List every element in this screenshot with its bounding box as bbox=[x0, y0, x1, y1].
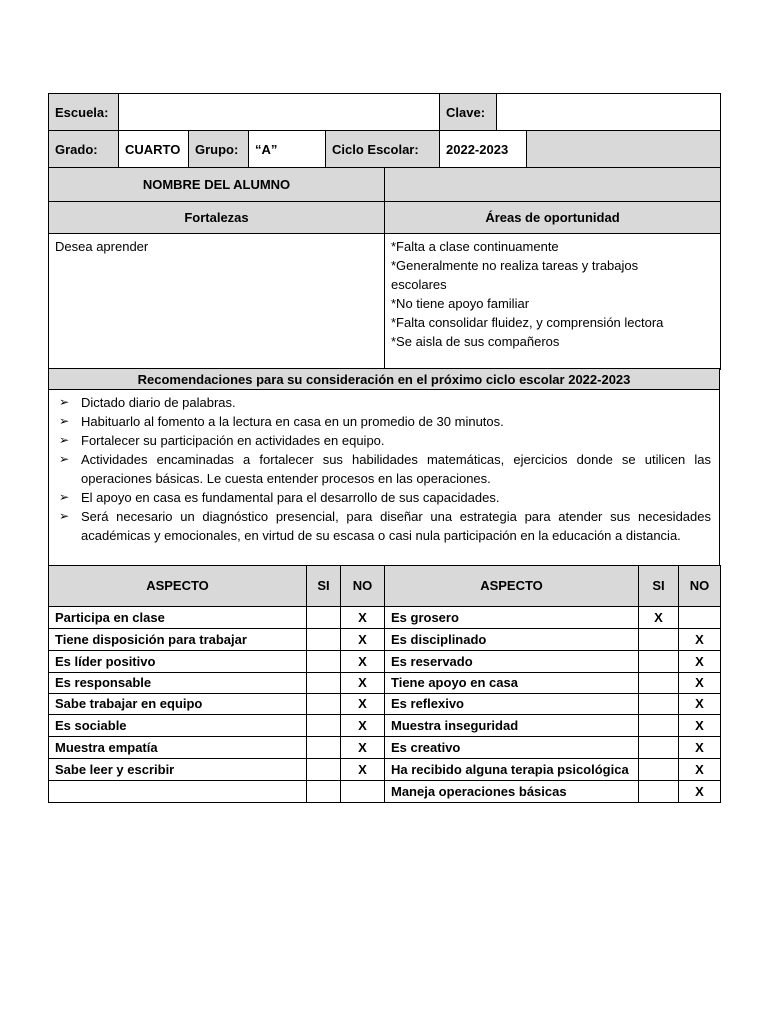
areas-header: Áreas de oportunidad bbox=[385, 201, 721, 233]
aspect-right-no[interactable]: X bbox=[679, 672, 721, 693]
aspect-row bbox=[49, 736, 721, 758]
aspecto-header-right: ASPECTO bbox=[385, 565, 639, 606]
aspect-left-si[interactable] bbox=[307, 758, 341, 780]
escuela-label: Escuela: bbox=[49, 94, 119, 131]
aspect-row bbox=[49, 650, 721, 672]
aspect-left: Sabe trabajar en equipo bbox=[49, 693, 307, 714]
aspect-rows bbox=[49, 606, 721, 802]
si-header-left: SI bbox=[307, 565, 341, 606]
recommendation-item bbox=[57, 393, 711, 412]
area-item: *Generalmente no realiza tareas y trabajos bbox=[391, 257, 639, 273]
aspect-right-si[interactable] bbox=[639, 628, 679, 650]
aspect-left-si[interactable] bbox=[307, 606, 341, 628]
recommendations-title: Recomendaciones para su consideración en el próximo ciclo escolar 2022-2023 bbox=[49, 369, 720, 390]
assessment-table bbox=[48, 167, 721, 370]
aspect-row bbox=[49, 780, 721, 802]
grado-label: Grado: bbox=[49, 131, 119, 168]
aspect-left-no[interactable]: X bbox=[341, 693, 385, 714]
recommendations-list bbox=[57, 393, 711, 545]
arrow-bullet-icon: ➢ bbox=[59, 395, 70, 409]
header-filler bbox=[527, 131, 721, 168]
aspect-left-no[interactable] bbox=[341, 780, 385, 802]
aspect-left: Participa en clase bbox=[49, 606, 307, 628]
aspect-right: Es grosero bbox=[385, 606, 639, 628]
grado-value: CUARTO bbox=[119, 131, 189, 168]
aspect-row bbox=[49, 758, 721, 780]
arrow-bullet-icon: ➢ bbox=[59, 414, 70, 428]
aspect-row bbox=[49, 714, 721, 736]
aspect-left-si[interactable] bbox=[307, 780, 341, 802]
aspect-left-no[interactable]: X bbox=[341, 606, 385, 628]
clave-label: Clave: bbox=[440, 94, 497, 131]
area-item: *Se aisla de sus compañeros bbox=[391, 333, 560, 349]
aspect-right-si[interactable] bbox=[639, 650, 679, 672]
areas-cell bbox=[385, 233, 721, 369]
aspect-right-no[interactable]: X bbox=[679, 693, 721, 714]
aspect-right: Maneja operaciones básicas bbox=[385, 780, 639, 802]
clave-field[interactable] bbox=[497, 94, 721, 131]
area-item: *No tiene apoyo familiar bbox=[391, 295, 530, 311]
no-header-left: NO bbox=[341, 565, 385, 606]
aspect-right: Muestra inseguridad bbox=[385, 714, 639, 736]
aspect-right-si[interactable] bbox=[639, 714, 679, 736]
aspect-right-si[interactable] bbox=[639, 693, 679, 714]
aspect-right-no[interactable]: X bbox=[679, 758, 721, 780]
aspect-right-si[interactable] bbox=[639, 758, 679, 780]
aspect-right-no[interactable] bbox=[679, 606, 721, 628]
aspect-left-si[interactable] bbox=[307, 672, 341, 693]
aspect-right: Es reservado bbox=[385, 650, 639, 672]
grupo-value: “A” bbox=[249, 131, 326, 168]
aspect-left-si[interactable] bbox=[307, 650, 341, 672]
recommendation-item bbox=[57, 431, 711, 450]
aspect-left-no[interactable]: X bbox=[341, 650, 385, 672]
aspect-left-si[interactable] bbox=[307, 628, 341, 650]
recommendation-text: Fortalecer su participación en actividades en equipo. bbox=[81, 433, 385, 448]
aspect-left-si[interactable] bbox=[307, 693, 341, 714]
nombre-field[interactable] bbox=[385, 167, 721, 201]
ciclo-label: Ciclo Escolar: bbox=[326, 131, 440, 168]
aspect-left-no[interactable]: X bbox=[341, 628, 385, 650]
nombre-label: NOMBRE DEL ALUMNO bbox=[49, 167, 385, 201]
aspect-right: Ha recibido alguna terapia psicológica bbox=[385, 758, 639, 780]
arrow-bullet-icon: ➢ bbox=[59, 509, 70, 523]
aspect-right-no[interactable]: X bbox=[679, 650, 721, 672]
aspect-row bbox=[49, 672, 721, 693]
header-table bbox=[48, 93, 721, 168]
aspect-left bbox=[49, 780, 307, 802]
aspect-right-si[interactable] bbox=[639, 780, 679, 802]
aspect-right: Tiene apoyo en casa bbox=[385, 672, 639, 693]
recommendations-table bbox=[48, 368, 720, 566]
recommendation-text: El apoyo en casa es fundamental para el desarrollo de sus capacidades. bbox=[81, 490, 500, 505]
aspects-table bbox=[48, 565, 721, 803]
aspect-right-si[interactable] bbox=[639, 736, 679, 758]
recommendation-item bbox=[57, 412, 711, 431]
fortalezas-header: Fortalezas bbox=[49, 201, 385, 233]
aspect-left: Es líder positivo bbox=[49, 650, 307, 672]
fortalezas-cell bbox=[49, 233, 385, 369]
aspect-left: Tiene disposición para trabajar bbox=[49, 628, 307, 650]
area-item: *Falta a clase continuamente bbox=[391, 238, 559, 254]
recommendation-item bbox=[57, 507, 711, 545]
aspect-right-no[interactable]: X bbox=[679, 780, 721, 802]
aspect-row bbox=[49, 606, 721, 628]
arrow-bullet-icon: ➢ bbox=[59, 452, 70, 466]
grupo-label: Grupo: bbox=[189, 131, 249, 168]
escuela-field[interactable] bbox=[119, 94, 440, 131]
fortaleza-item: Desea aprender bbox=[55, 238, 149, 254]
aspect-right: Es reflexivo bbox=[385, 693, 639, 714]
aspect-left-no[interactable]: X bbox=[341, 672, 385, 693]
ciclo-value: 2022-2023 bbox=[440, 131, 527, 168]
aspect-right: Es creativo bbox=[385, 736, 639, 758]
recommendation-text: Actividades encaminadas a fortalecer sus habilidades matemáticas, ejercicios donde se utilicen las operaciones básicas. Le cuesta entender procesos en las operaciones. bbox=[81, 452, 711, 486]
arrow-bullet-icon: ➢ bbox=[59, 490, 70, 504]
aspect-left-no[interactable]: X bbox=[341, 758, 385, 780]
aspect-left-si[interactable] bbox=[307, 736, 341, 758]
recommendation-text: Será necesario un diagnóstico presencial, para diseñar una estrategia para atender sus necesidades académicas y emocionales, en virtud de su escasa o casi nula participación en la educación a distancia. bbox=[81, 509, 711, 543]
aspect-right-si[interactable]: X bbox=[639, 606, 679, 628]
aspect-left: Sabe leer y escribir bbox=[49, 758, 307, 780]
aspect-left-no[interactable]: X bbox=[341, 714, 385, 736]
aspect-left-no[interactable]: X bbox=[341, 736, 385, 758]
recommendation-text: Dictado diario de palabras. bbox=[81, 395, 236, 410]
aspect-right-si[interactable] bbox=[639, 672, 679, 693]
aspect-left: Es sociable bbox=[49, 714, 307, 736]
recommendations-body bbox=[49, 390, 720, 566]
aspect-right-no[interactable]: X bbox=[679, 628, 721, 650]
aspect-left: Muestra empatía bbox=[49, 736, 307, 758]
arrow-bullet-icon: ➢ bbox=[59, 433, 70, 447]
aspect-row bbox=[49, 628, 721, 650]
aspect-right-no[interactable]: X bbox=[679, 736, 721, 758]
aspect-right: Es disciplinado bbox=[385, 628, 639, 650]
aspect-right-no[interactable]: X bbox=[679, 714, 721, 736]
recommendation-text: Habituarlo al fomento a la lectura en casa en un promedio de 30 minutos. bbox=[81, 414, 504, 429]
no-header-right: NO bbox=[679, 565, 721, 606]
student-report-form bbox=[48, 93, 720, 803]
area-item: escolares bbox=[391, 276, 447, 292]
aspect-left-si[interactable] bbox=[307, 714, 341, 736]
recommendation-item bbox=[57, 488, 711, 507]
area-item: *Falta consolidar fluidez, y comprensión lectora bbox=[391, 314, 664, 330]
aspecto-header-left: ASPECTO bbox=[49, 565, 307, 606]
aspect-row bbox=[49, 693, 721, 714]
si-header-right: SI bbox=[639, 565, 679, 606]
recommendation-item bbox=[57, 450, 711, 488]
aspect-left: Es responsable bbox=[49, 672, 307, 693]
